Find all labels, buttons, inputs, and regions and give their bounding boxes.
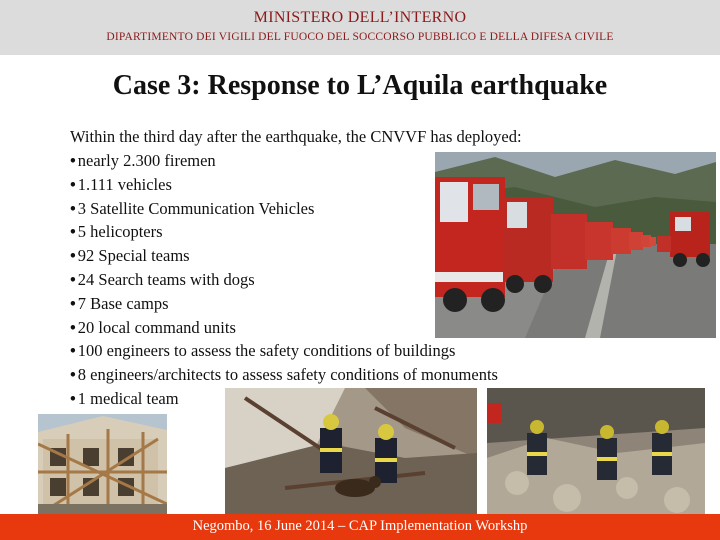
list-item: • 5 helicopters: [70, 220, 630, 244]
deployment-list: [70, 149, 630, 411]
damaged-building-photo: [38, 414, 167, 514]
list-item: • 1 medical team: [70, 387, 630, 411]
list-item: • 8 engineers/architects to assess safety conditions of monuments: [70, 363, 630, 387]
footer-text: Negombo, 16 June 2014 – CAP Implementation Workshp: [192, 518, 528, 534]
list-item: • 3 Satellite Communication Vehicles: [70, 197, 630, 221]
list-item: • 100 engineers to assess the safety conditions of buildings: [70, 339, 630, 363]
ministry-title: MINISTERO DELL’INTERNO: [253, 9, 467, 26]
list-item: • 24 Search teams with dogs: [70, 268, 630, 292]
list-item: • nearly 2.300 firemen: [70, 149, 630, 173]
list-item: • 92 Special teams: [70, 244, 630, 268]
list-item: • 7 Base camps: [70, 292, 630, 316]
intro-text: Within the third day after the earthquake, the CNVVF has deployed:: [70, 127, 522, 146]
list-item: • 20 local command units: [70, 316, 630, 340]
list-item: • 1.111 vehicles: [70, 173, 630, 197]
slide-title: Case 3: Response to L’Aquila earthquake: [112, 70, 608, 101]
department-subtitle: DIPARTIMENTO DEI VIGILI DEL FUOCO DEL SOCCORSO PUBBLICO E DELLA DIFESA CIVILE: [106, 31, 614, 43]
slide-body: [70, 125, 630, 411]
